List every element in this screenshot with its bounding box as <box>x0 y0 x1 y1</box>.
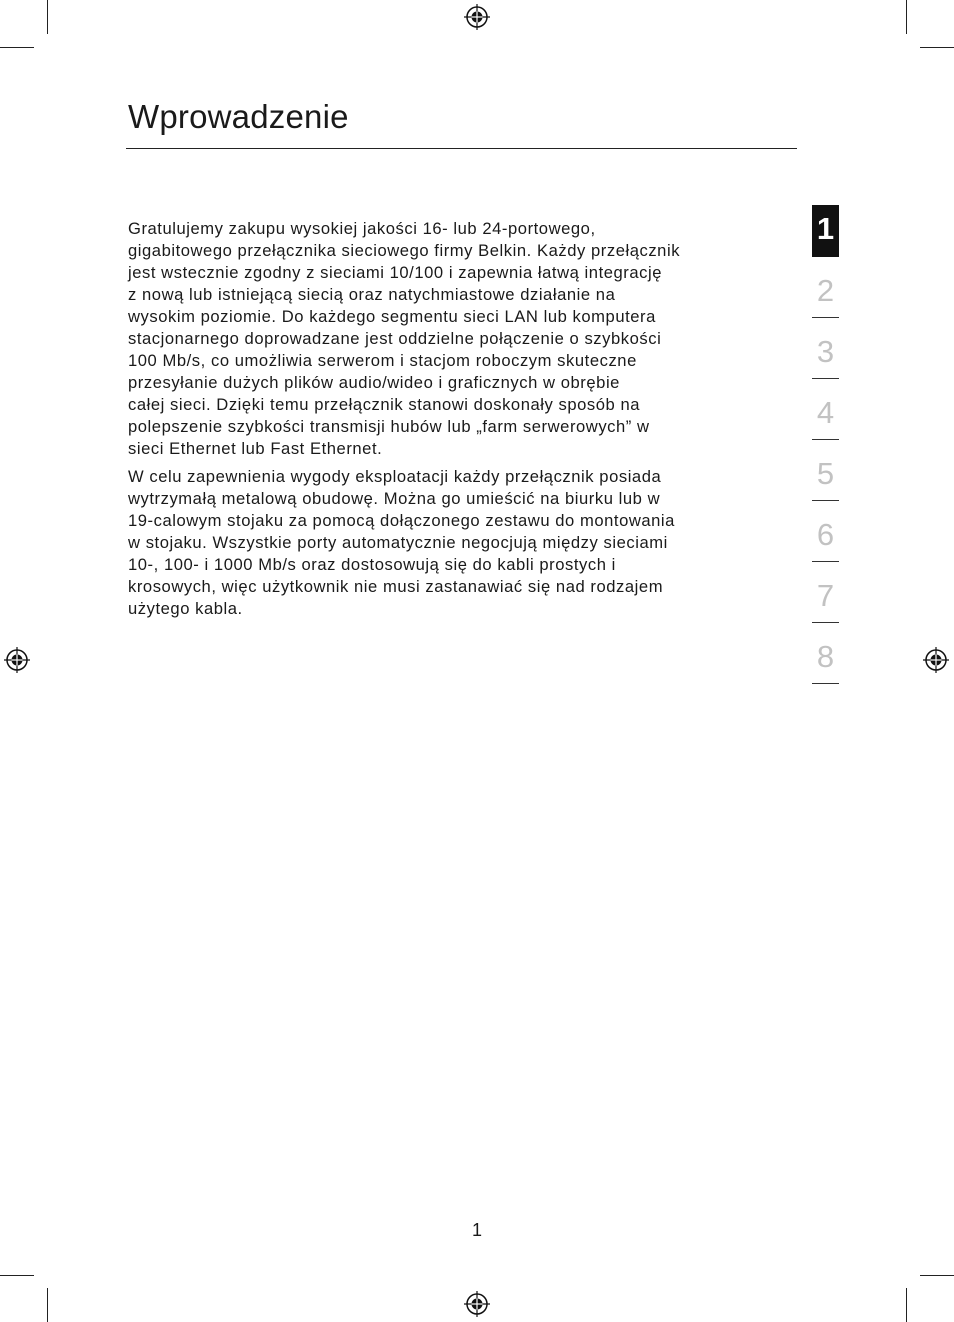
chapter-number: 1 <box>816 211 835 246</box>
chapter-number: 8 <box>816 639 835 674</box>
chapter-number: 7 <box>816 578 835 613</box>
crop-mark <box>47 0 48 34</box>
crop-mark <box>920 47 954 48</box>
crop-mark <box>920 1275 954 1276</box>
chapter-tab-6[interactable] <box>812 501 839 562</box>
chapter-tab-5[interactable] <box>812 440 839 501</box>
crop-mark <box>0 1275 34 1276</box>
chapter-tab-4[interactable] <box>812 379 839 440</box>
chapter-number: 2 <box>816 273 835 308</box>
chapter-tab-7[interactable] <box>812 562 839 623</box>
crop-mark <box>906 1288 907 1322</box>
crop-mark <box>0 47 34 48</box>
page-number: 1 <box>471 1220 482 1240</box>
page-title: Wprowadzenie <box>128 98 349 135</box>
paragraph: Gratulujemy zakupu wysokiej jakości 16- lub 24-portowego, gigabitowego przełącznika sieciowego firmy Belkin. Każdy przełącznik jest wstecznie zgodny z sieciami 10/100 i zapewnia łatwą integrację z nową lub istniejącą siecią oraz natychmiastowe działanie na wysokim poziomie. Do każdego segmentu sieci LAN lub komputera stacjonarnego doprowadzane jest oddzielne połączenie o szybkości 100 Mb/s, co umożliwia serwerom i stacjom roboczym skuteczne przesyłanie dużych plików audio/wideo i graficznych w obrębie całej sieci. Dzięki temu przełącznik stanowi doskonały sposób na polepszenie szybkości transmisji hubów lub „farm serwerowych” w sieci Ethernet lub Fast Ethernet. <box>128 219 681 458</box>
paragraph: W celu zapewnienia wygody eksploatacji każdy przełącznik posiada wytrzymałą metalową obudowę. Można go umieścić na biurku lub w 19-calowym stojaku za pomocą dołączonego zestawu do montowania w stojaku. Wszystkie porty automatycznie negocjują między sieciami 10-, 100- i 1000 Mb/s oraz dostosowują się do kabli prostych i krosowych, więc użytkownik nie musi zastanawiać się nad rodzajem użytego kabla. <box>128 467 675 618</box>
registration-mark-icon <box>464 1291 490 1317</box>
chapter-tab-3[interactable] <box>812 318 839 379</box>
chapter-tabs <box>812 205 839 684</box>
chapter-tab-2[interactable] <box>812 266 839 318</box>
crop-mark <box>47 1288 48 1322</box>
chapter-tab-8[interactable] <box>812 623 839 684</box>
chapter-number: 3 <box>816 334 835 369</box>
registration-mark-icon <box>464 4 490 30</box>
chapter-number: 6 <box>816 517 835 552</box>
crop-mark <box>906 0 907 34</box>
title-divider <box>126 148 797 149</box>
body-text <box>128 218 768 626</box>
registration-mark-icon <box>4 647 30 673</box>
chapter-tab-1[interactable] <box>812 205 839 257</box>
chapter-number: 4 <box>816 395 835 430</box>
chapter-number: 5 <box>816 456 835 491</box>
registration-mark-icon <box>923 647 949 673</box>
